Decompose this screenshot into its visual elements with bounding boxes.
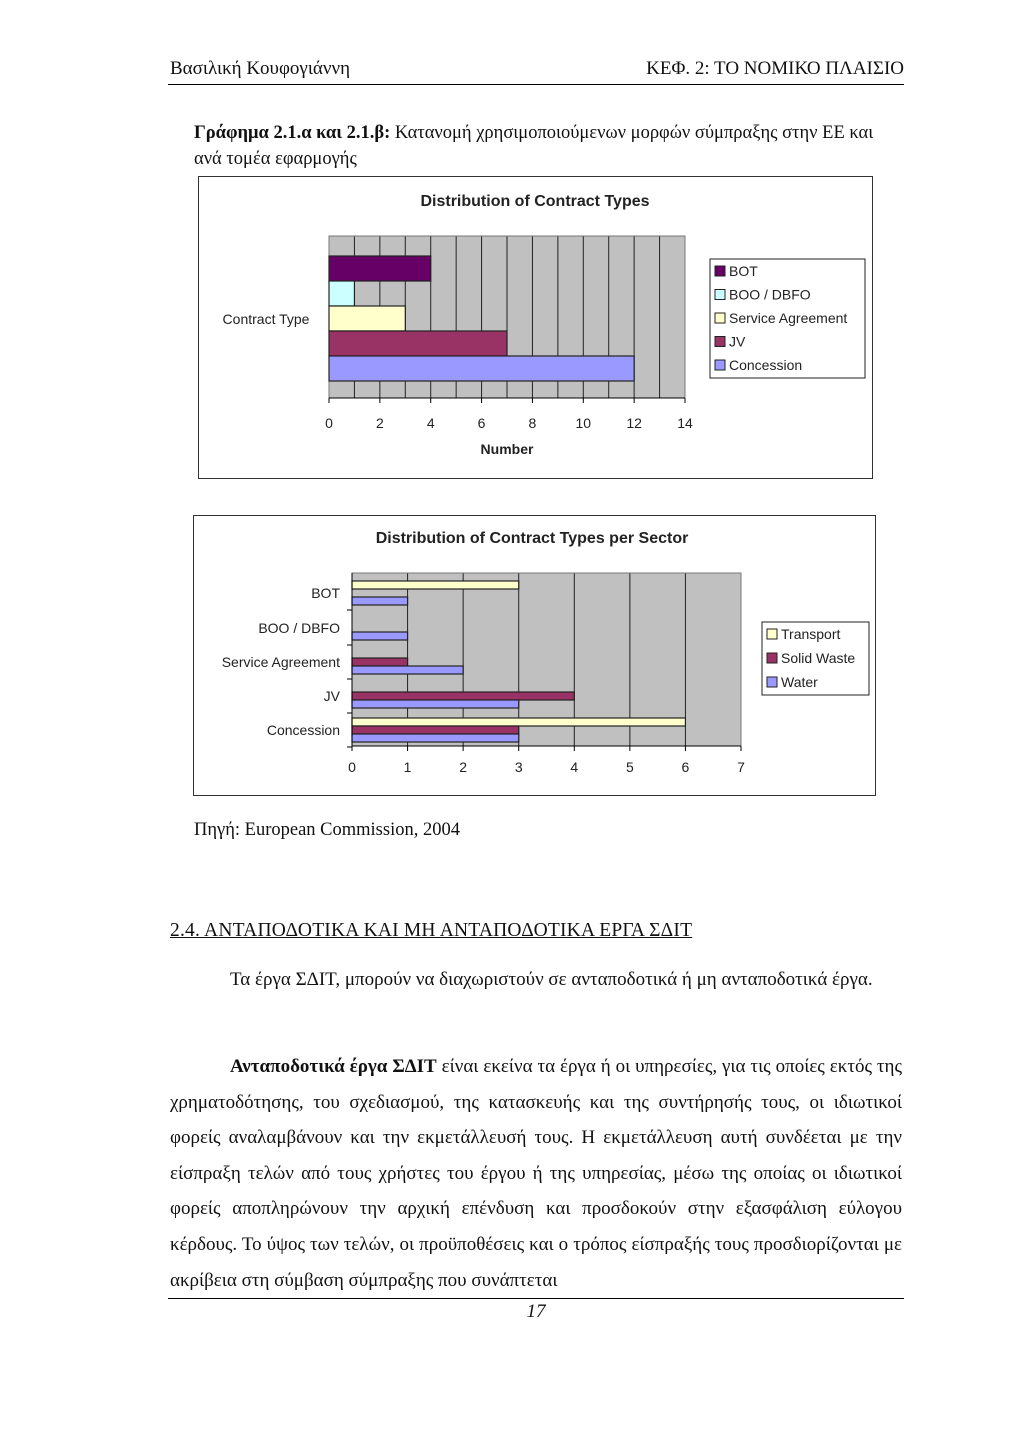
paragraph-definition-term: Ανταποδοτικά έργα ΣΔΙΤ: [230, 1056, 437, 1077]
y-axis-label: Contract Type: [222, 311, 310, 327]
legend-label: BOT: [729, 263, 758, 279]
paragraph-intro: Τα έργα ΣΔΙΤ, μπορούν να διαχωριστούν σε ανταποδοτικά ή μη ανταποδοτικά έργα.: [230, 969, 873, 990]
bar: [352, 658, 408, 666]
bar: [352, 734, 519, 742]
legend-label: Solid Waste: [781, 650, 856, 666]
figure-source: Πηγή: European Commission, 2004: [194, 820, 460, 840]
legend-label: Water: [781, 674, 818, 690]
legend-label: Concession: [729, 357, 803, 373]
bar: [329, 281, 354, 306]
x-tick-label: 8: [528, 415, 537, 431]
bar: [329, 306, 405, 331]
legend-swatch: [715, 266, 725, 276]
chart-contract-types-per-sector-svg: [194, 516, 875, 795]
bar: [352, 692, 574, 700]
y-category-label: JV: [323, 688, 340, 704]
figure-caption-label: Γράφημα 2.1.α και 2.1.β:: [194, 123, 391, 143]
bar: [329, 356, 634, 381]
legend-swatch: [715, 337, 725, 347]
y-category-label: Concession: [266, 722, 340, 738]
chart-title: Distribution of Contract Types per Sector: [375, 530, 689, 547]
legend-swatch: [767, 677, 777, 687]
section-heading: 2.4. ΑΝΤΑΠΟΔΟΤΙΚΑ ΚΑΙ ΜΗ ΑΝΤΑΠΟΔΟΤΙΚΑ ΕΡΓΑ ΣΔΙΤ: [170, 920, 693, 941]
legend-swatch: [767, 629, 777, 639]
bar: [352, 632, 408, 640]
x-tick-label: 1: [403, 759, 412, 775]
legend-label: BOO / DBFO: [729, 286, 811, 303]
bar: [329, 256, 431, 281]
x-tick-label: 2: [459, 759, 468, 775]
x-tick-label: 3: [514, 759, 523, 775]
legend-swatch: [715, 313, 725, 323]
x-tick-label: 12: [626, 415, 642, 431]
bar: [352, 726, 519, 734]
legend-swatch: [715, 290, 725, 300]
y-category-label: BOO / DBFO: [258, 620, 340, 636]
running-header-chapter: ΚΕΦ. 2: ΤΟ ΝΟΜΙΚΟ ΠΛΑΙΣΙΟ: [646, 58, 904, 79]
running-header-author: Βασιλική Κουφογιάννη: [170, 58, 351, 79]
x-tick-label: 6: [681, 759, 690, 775]
bar: [352, 718, 685, 726]
legend-label: JV: [729, 333, 746, 350]
chart-title: Distribution of Contract Types: [420, 193, 650, 210]
figure-caption-text: Κατανομή χρησιμοποιούμενων μορφών σύμπραξης στην ΕΕ και ανά τομέα εφαρμογής: [194, 123, 874, 169]
chart-contract-types-per-sector: [193, 515, 876, 796]
page-number: 17: [526, 1301, 546, 1322]
y-category-label: BOT: [311, 585, 340, 601]
figure-caption: [194, 120, 904, 172]
x-tick-label: 14: [677, 415, 693, 431]
x-tick-label: 0: [325, 415, 333, 431]
legend-swatch: [767, 653, 777, 663]
legend-label: Transport: [781, 626, 841, 642]
x-tick-label: 7: [737, 759, 745, 775]
bar: [329, 331, 507, 356]
bar: [352, 666, 463, 674]
chart-contract-types: [198, 176, 873, 479]
x-tick-label: 2: [375, 415, 384, 431]
x-tick-label: 4: [426, 415, 435, 431]
x-tick-label: 0: [348, 759, 356, 775]
x-tick-label: 6: [477, 415, 486, 431]
bar: [352, 597, 408, 605]
legend-swatch: [715, 360, 725, 370]
legend-label: Service Agreement: [729, 310, 848, 326]
bar: [352, 700, 519, 708]
chart-contract-types-svg: [199, 177, 872, 478]
x-axis-label: Number: [480, 441, 534, 457]
paragraph-definition: [170, 1049, 902, 1298]
y-category-label: Service Agreement: [221, 654, 340, 670]
footer-rule: [168, 1298, 904, 1299]
x-tick-label: 5: [625, 759, 634, 775]
bar: [352, 581, 519, 589]
x-tick-label: 10: [575, 415, 592, 431]
header-rule: [168, 84, 904, 85]
x-tick-label: 4: [570, 759, 579, 775]
paragraph-definition-text: είναι εκείνα τα έργα ή οι υπηρεσίες, για τις οποίες εκτός της χρηματοδότησης, του σχεδιασμού, της κατασκευής και της συντήρησής τους, οι ιδιωτικοί φορείς αναλαμβάνουν και την εκμετάλλευσή τους. Η εκμετάλλευση αυτή συνδέεται με την είσπραξη τελών από τους χρήστες του έργου ή της υπηρεσίας, μέσω της οποίας οι ιδιωτικοί φορείς αποπληρώνουν την αρχική επένδυση και προσδοκούν στην εξασφάλιση εύλογου κέρδους. Το ύψος των τελών, οι προϋποθέσεις και ο τρόπος είσπραξής τους προσδιορίζονται με ακρίβεια στη σύμβαση σύμπραξης που συνάπτεται: [170, 1056, 902, 1291]
